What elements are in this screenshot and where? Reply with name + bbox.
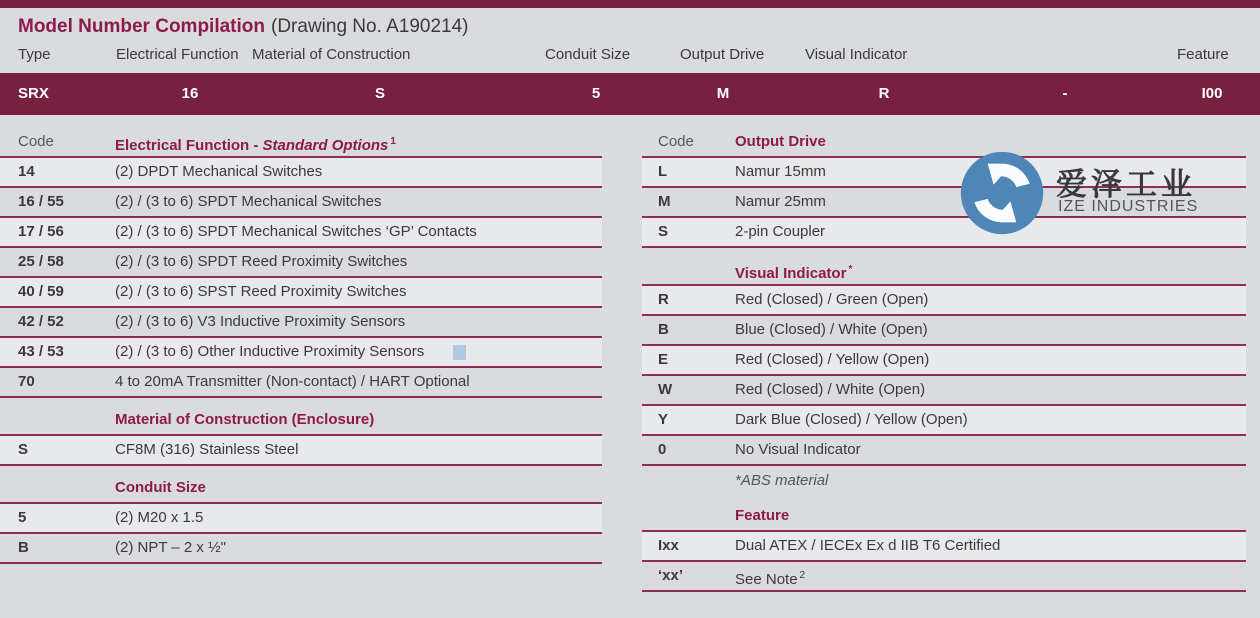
table-row: 14 (2) DPDT Mechanical Switches	[0, 158, 602, 188]
section-title-feature: Feature	[735, 507, 790, 524]
table-row: Ixx Dual ATEX / IECEx Ex d IIB T6 Certified	[642, 532, 1246, 562]
model-value-separator: -	[1062, 85, 1068, 102]
code-column-header: Code	[658, 133, 694, 150]
column-header-feature: Feature	[1177, 46, 1229, 63]
table-row: E Red (Closed) / Yellow (Open)	[642, 346, 1246, 376]
page-title	[18, 16, 469, 38]
code-column-header: Code	[18, 133, 54, 150]
table-row: 70 4 to 20mA Transmitter (Non-contact) / HART Optional	[0, 368, 602, 398]
ize-watermark	[960, 151, 1250, 241]
table-row: S CF8M (316) Stainless Steel	[0, 436, 602, 466]
table-row: 25 / 58 (2) / (3 to 6) SPDT Reed Proximity Switches	[0, 248, 602, 278]
table-row: 5 (2) M20 x 1.5	[0, 504, 602, 534]
conduit-size-rows	[0, 502, 602, 564]
model-value-feature: I00	[1201, 85, 1223, 102]
column-header-type: Type	[18, 46, 51, 63]
section-title-conduit-size: Conduit Size	[115, 479, 206, 496]
table-row: 42 / 52 (2) / (3 to 6) V3 Inductive Proximity Sensors	[0, 308, 602, 338]
column-header-output-drive: Output Drive	[680, 46, 765, 63]
table-row: L Namur 15mm	[642, 158, 1246, 188]
table-row: S 2-pin Coupler	[642, 218, 1246, 248]
drawing-number: (Drawing No. A190214)	[271, 16, 469, 37]
model-value-output-drive: M	[716, 85, 730, 102]
section-title-output-drive: Output Drive	[735, 133, 826, 150]
table-row: 16 / 55 (2) / (3 to 6) SPDT Mechanical Switches	[0, 188, 602, 218]
section-title-visual-indicator: Visual Indicator *	[735, 264, 853, 282]
visual-indicator-rows	[642, 284, 1246, 466]
table-row: B Blue (Closed) / White (Open)	[642, 316, 1246, 346]
feature-rows	[642, 530, 1246, 592]
left-table-header	[0, 128, 602, 156]
column-header-electrical-function: Electrical Function	[116, 46, 239, 63]
section-title-electrical-function: Electrical Function - Standard Options $^1$	[115, 136, 396, 154]
abs-material-note: *ABS material	[735, 472, 829, 489]
watermark-chinese-text: 爱泽工业	[1056, 167, 1196, 202]
table-row: W Red (Closed) / White (Open)	[642, 376, 1246, 406]
model-column-headers	[0, 46, 1260, 66]
section-title-material-of-construction: Material of Construction (Enclosure)	[115, 411, 375, 428]
table-row: 43 / 53 (2) / (3 to 6) Other Inductive Proximity Sensors	[0, 338, 602, 368]
table-row: 17 / 56 (2) / (3 to 6) SPDT Mechanical Switches ‘GP’ Contacts	[0, 218, 602, 248]
column-header-material: Material of Construction	[252, 46, 411, 63]
model-value-electrical-function: 16	[181, 85, 199, 102]
table-row: 0 No Visual Indicator	[642, 436, 1246, 466]
model-value-visual-indicator: R	[878, 85, 890, 102]
table-row: 40 / 59 (2) / (3 to 6) SPST Reed Proximity Switches	[0, 278, 602, 308]
table-row: M Namur 25mm	[642, 188, 1246, 218]
table-row: B (2) NPT – 2 x ½"	[0, 534, 602, 564]
column-header-conduit-size: Conduit Size	[545, 46, 631, 63]
ize-logo-icon	[960, 151, 1044, 235]
model-value-conduit-size: 5	[591, 85, 601, 102]
top-accent-bar	[0, 0, 1260, 8]
column-header-visual-indicator: Visual Indicator	[805, 46, 908, 63]
table-row: Y Dark Blue (Closed) / Yellow (Open)	[642, 406, 1246, 436]
electrical-function-rows	[0, 156, 602, 398]
material-rows	[0, 434, 602, 466]
text-selection-artifact	[453, 345, 466, 360]
model-value-material: S	[374, 85, 386, 102]
watermark-english-text: IZE INDUSTRIES	[1058, 198, 1199, 215]
table-row: R Red (Closed) / Green (Open)	[642, 286, 1246, 316]
page-title-main: Model Number Compilation	[18, 16, 265, 37]
table-row: ‘xx’ See Note $^2$	[642, 562, 1246, 592]
left-options-table	[0, 128, 602, 564]
model-value-type: SRX	[18, 85, 49, 102]
model-number-bar	[0, 73, 1260, 115]
